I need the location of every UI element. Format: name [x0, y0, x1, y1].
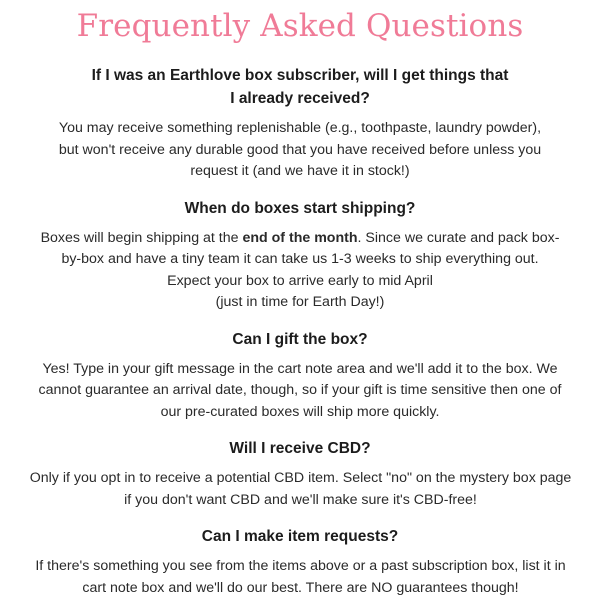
faq-answer-text: Boxes will begin shipping at the [40, 229, 243, 246]
faq-question: If I was an Earthlove box subscriber, will I get things that I already received? [91, 67, 509, 107]
faq-answer: You may receive something replenishable (e.g., toothpaste, laundry powder), but won't receive any durable good that you have received before unless you request it (and we have it in stock!) [58, 120, 542, 179]
faq-answer: Only if you opt in to receive a potential CBD item. Select "no" on the mystery box page if you don't want CBD and we'll make sure it's CBD-free! [29, 470, 572, 508]
faq-question: Will I receive CBD? [229, 440, 371, 457]
faq-answer-emphasis: end of the month [242, 229, 358, 246]
faq-item-requests [28, 525, 572, 599]
faq-answer-text: . Since we curate and pack box-by-box and have a tiny team it can take us 1-3 weeks to ship everything out. Expect your box to arrive early to mid April [61, 229, 560, 289]
faq-question: Can I make item requests? [201, 528, 399, 545]
faq-question: Can I gift the box? [232, 330, 368, 348]
faq-answer-note: (just in time for Earth Day!) [215, 294, 385, 310]
faq-item-shipping [28, 197, 572, 314]
faq-item-repeat-items [28, 64, 572, 183]
page-title: Frequently Asked Questions [76, 8, 524, 44]
faq-answer: If there's something you see from the items above or a past subscription box, list it in cart note box and we'll do our best. There are NO guarantees though! [35, 558, 566, 596]
faq-item-gift [28, 328, 572, 424]
faq-item-cbd [28, 437, 572, 511]
faq-question: When do boxes start shipping? [184, 199, 416, 217]
faq-answer: Yes! Type in your gift message in the cart note area and we'll add it to the box. We cannot guarantee an arrival date, though, so if your gift is time sensitive then one of our pre-curated boxes will ship more quickly. [38, 360, 562, 420]
faq-answer [40, 228, 560, 314]
